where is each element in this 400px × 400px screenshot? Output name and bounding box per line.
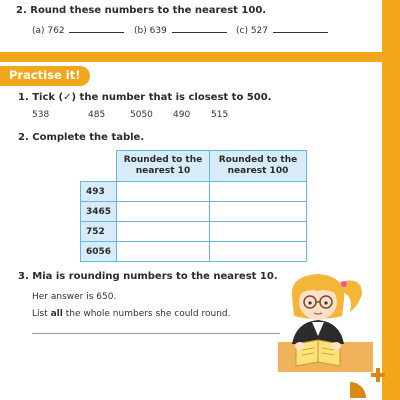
- hair-bobble-shape: [341, 281, 347, 287]
- table-header-nearest-10-line-2: nearest 10: [135, 166, 191, 176]
- q1-option-3[interactable]: 5050: [130, 110, 153, 120]
- q3-instruction-post: the whole numbers she could round.: [62, 309, 231, 319]
- table-header-nearest-100-line-1: Rounded to the: [218, 155, 298, 165]
- table-header-row: [81, 151, 307, 182]
- table-row-number: 3465: [81, 202, 117, 222]
- table-header-nearest-100-line-2: nearest 100: [227, 166, 289, 176]
- rounding-table: [80, 150, 307, 262]
- round-item-c: [236, 25, 328, 36]
- q3-title: 3. Mia is rounding numbers to the nearest 10.: [18, 271, 278, 282]
- q2-title: 2. Complete the table.: [18, 132, 145, 143]
- q1-option-2[interactable]: 485: [88, 110, 106, 120]
- practise-banner: [0, 66, 90, 86]
- table-cell-answer[interactable]: [210, 222, 307, 242]
- q1-title: 1. Tick (✓) the number that is closest to 500.: [18, 92, 272, 103]
- hand-right-shape: [331, 342, 341, 350]
- table-cell-answer[interactable]: [210, 202, 307, 222]
- hand-left-shape: [295, 342, 305, 350]
- table-header-nearest-10-line-1: Rounded to the: [123, 155, 203, 165]
- table-row-number: 493: [81, 182, 117, 202]
- table-header-nearest-100: [210, 151, 307, 182]
- round-question-title: 2. Round these numbers to the nearest 100.: [16, 5, 267, 16]
- round-item-c-answer-blank[interactable]: [273, 25, 328, 33]
- round-item-b: [134, 25, 227, 36]
- table-cell-answer[interactable]: [210, 242, 307, 262]
- table-header-nearest-10: [117, 151, 210, 182]
- q1-option-5[interactable]: 515: [211, 110, 229, 120]
- table-row: [81, 182, 307, 202]
- round-item-b-label: (b) 639: [134, 26, 167, 36]
- q3-instruction: [32, 309, 231, 319]
- table-cell-answer[interactable]: [117, 222, 210, 242]
- corner-math-symbols-decoration: [346, 360, 396, 400]
- q1-option-1[interactable]: 538: [32, 110, 50, 120]
- top-question-card: [0, 0, 382, 52]
- round-item-a-answer-blank[interactable]: [69, 25, 124, 33]
- table-cell-answer[interactable]: [117, 202, 210, 222]
- q3-answer-statement: Her answer is 650.: [32, 292, 117, 302]
- table-cell-answer[interactable]: [117, 182, 210, 202]
- eye-right-shape: [324, 301, 327, 304]
- q3-instruction-pre: List: [32, 309, 51, 319]
- eye-left-shape: [308, 301, 311, 304]
- table-row: [81, 202, 307, 222]
- q3-instruction-bold: all: [50, 309, 63, 319]
- table-row: [81, 242, 307, 262]
- round-item-a-label: (a) 762: [32, 26, 65, 36]
- plus-horizontal-shape: [371, 373, 385, 377]
- q1-option-4[interactable]: 490: [173, 110, 191, 120]
- round-item-a: [32, 25, 124, 36]
- table-cell-answer[interactable]: [117, 242, 210, 262]
- table-row-number: 752: [81, 222, 117, 242]
- round-item-c-label: (c) 527: [236, 26, 269, 36]
- quarter-circle-shape: [350, 382, 366, 398]
- q3-answer-line[interactable]: [32, 333, 280, 334]
- round-item-b-answer-blank[interactable]: [172, 25, 227, 33]
- table-row: [81, 222, 307, 242]
- table-corner: [81, 151, 117, 182]
- practise-banner-title: Practise it!: [9, 68, 81, 82]
- girl-reading-illustration: [278, 272, 373, 372]
- table-row-number: 6056: [81, 242, 117, 262]
- table-cell-answer[interactable]: [210, 182, 307, 202]
